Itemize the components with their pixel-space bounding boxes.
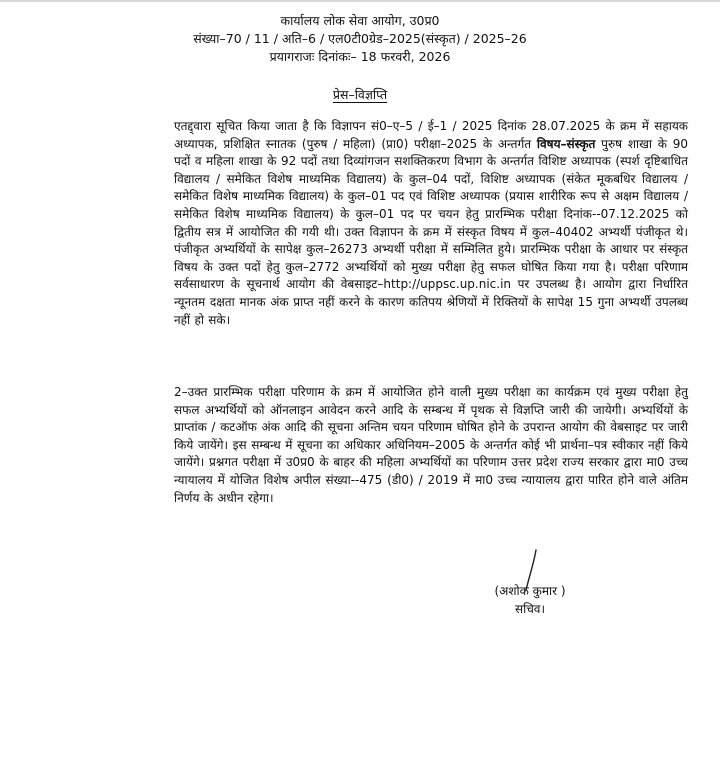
- signatory-name: (अशोक कुमार ): [494, 584, 566, 598]
- page-top-edge: [0, 0, 720, 2]
- signatory-designation: सचिव।: [514, 602, 546, 616]
- office-name: कार्यालय लोक सेवा आयोग, उ0प्र0: [280, 13, 440, 28]
- paragraph-1-part-2: पुरुष शाखा के 90 पदों व महिला शाखा के 92 पदों तथा दिव्यांगजन सशक्तिकरण विभाग के अन्तर्गत विशिष्ट अध्यापक (स्पर्श दृष्टिबाधित विद्यालय / समेकित विशेष माध्यमिक विद्यालय) के कुल–04 पदों, विशिष्ट अध्यापक (संकेत मूकबधिर विद्यालय / समेकित विशेष माध्यमिक विद्यालय) के कुल–01 पद एवं विशिष्ट अध्यापक (प्रयास शारीरिक रूप से अक्षम विद्यालय / समेकित विशेष माध्यमिक विद्यालय) के कुल–01 पद पर चयन हेतु प्रारम्भिक परीक्षा दिनांक--07.12.2025 को द्वितीय सत्र में आयोजित की गयी थी। उक्त विज्ञापन के क्रम में संस्कृत विषय में कुल–40402 अभ्यर्थी पंजीकृत थे। पंजीकृत अभ्यर्थियों के सापेक्ष कुल–26273 अभ्यर्थी परीक्षा में सम्मिलित हुये। प्रारम्भिक परीक्षा के आधार पर संस्कृत विषय के उक्त पदों हेतु कुल–2772 अभ्यर्थियों को मुख्य परीक्षा हेतु सफल घोषित किया गया है। परीक्षा परिणाम सर्वसाधारण के सूचनार्थ आयोग की वेबसाइट–http://uppsc.up.nic.in पर उपलब्ध है। आयोग द्वारा निर्धारित न्यूनतम दक्षता मानक अंक प्राप्त नहीं करने के कारण कतिपय श्रेणियों में रिक्तियों के सापेक्ष 15 गुना अभ्यर्थी उपलब्ध नहीं हो सके।: [174, 136, 688, 327]
- paragraph-1-part-1: एतद्द्वारा सूचित किया जाता है कि विज्ञापन सं0–ए–5 / ई–1 / 2025 दिनांक 28.07.2025 के क्रम में सहायक अध्यापक, प्रशिक्षित स्नातक (पुरुष / महिला) (प्रा0) परीक्षा–2025 के अन्तर्गत: [174, 119, 688, 151]
- paragraph-1: [150, 118, 688, 329]
- paragraph-2: 2–उक्त प्रारम्भिक परीक्षा परिणाम के क्रम में आयोजित होने वाली मुख्य परीक्षा का कार्यक्रम एवं मुख्य परीक्षा हेतु सफल अभ्यर्थियों को ऑनलाइन आवेदन करने आदि के सम्बन्ध में पृथक से विज्ञप्ति जारी की जायेगी। अभ्यर्थियों के प्राप्तांक / कटऑफ अंक आदि की सूचना अन्तिम चयन परिणाम घोषित होने के उपरान्त आयोग की वेबसाइट पर जारी किये जायेंगे। इस सम्बन्ध में सूचना का अधिकार अधिनियम–2005 के अन्तर्गत कोई भी प्रार्थना–पत्र स्वीकार नहीं किये जायेंगे। प्रश्नगत परीक्षा में उ0प्र0 के बाहर की महिला अभ्यर्थियों का परिणाम उत्तर प्रदेश राज्य सरकार द्वारा मा0 उच्च न्यायालय में योजित विशेष अपील संख्या--475 (डी0) / 2019 में मा0 उच्च न्यायालय द्वारा पारित होने वाले अंतिम निर्णय के अधीन रहेगा।: [174, 385, 688, 505]
- signature-block: [480, 582, 580, 618]
- place-and-date: प्रयागराजः दिनांकः– 18 फरवरी, 2026: [269, 49, 451, 64]
- subject-highlight: विषय–संस्कृत: [536, 136, 596, 151]
- reference-number: संख्या–70 / 11 / अति–6 / एल0टी0ग्रेड–2025(संस्कृत) / 2025–26: [193, 31, 527, 46]
- document-heading: प्रेस–विज्ञप्ति: [332, 87, 388, 102]
- letterhead: [0, 12, 720, 66]
